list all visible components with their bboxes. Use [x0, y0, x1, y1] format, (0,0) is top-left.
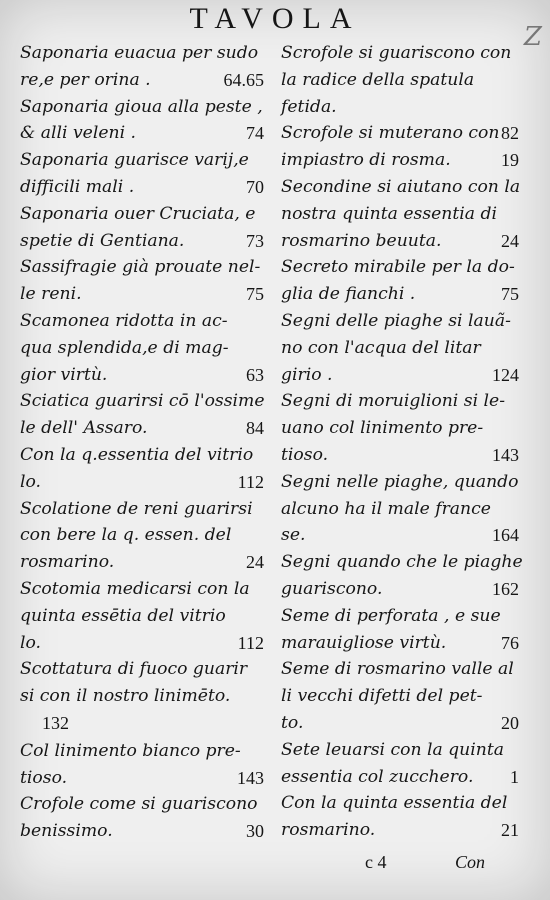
- entry-line: [20, 791, 268, 818]
- entry-line: [20, 683, 268, 710]
- index-entry: [281, 254, 523, 308]
- entry-line: [20, 67, 268, 94]
- entry-text: rosmarino.: [281, 820, 376, 841]
- entry-text: girio .: [281, 364, 333, 385]
- index-entry: [281, 656, 523, 736]
- entry-line: [20, 442, 268, 469]
- page-number: 63: [246, 364, 264, 385]
- entry-line: [20, 362, 268, 389]
- entry-line: [281, 549, 523, 576]
- entry-text: no con l'acqua del litar: [281, 337, 481, 358]
- entry-line: [20, 549, 268, 576]
- entry-line: [281, 201, 523, 228]
- index-entry: [20, 738, 268, 792]
- entry-text: tioso.: [20, 767, 68, 788]
- entry-text: se.: [281, 525, 306, 546]
- entry-text: Segni quando che le piaghe: [281, 552, 523, 573]
- entry-text: guariscono.: [281, 578, 383, 599]
- entry-text: nostra quinta essentia di: [281, 203, 497, 224]
- entry-text: Secondine si aiutano con la: [281, 176, 521, 197]
- index-entry: [281, 469, 523, 549]
- entry-text: Col linimento bianco pre-: [20, 740, 241, 761]
- entry-line: [20, 254, 268, 281]
- page-number: 64.65: [223, 69, 264, 90]
- page-number: 21: [501, 820, 519, 841]
- page-number: 19: [501, 150, 519, 171]
- entry-text: Sete leuarsi con la quinta: [281, 739, 504, 760]
- page-number: 76: [501, 632, 519, 653]
- page-number: 70: [246, 176, 264, 197]
- entry-text: Seme di rosmarino valle al: [281, 659, 514, 680]
- entry-text: Segni delle piaghe si lauã-: [281, 310, 511, 331]
- entry-line: [20, 765, 268, 792]
- page-number: 143: [237, 767, 264, 788]
- entry-text: spetie di Gentiana.: [20, 230, 185, 251]
- entry-line: [281, 603, 523, 630]
- index-entry: [20, 254, 268, 308]
- entry-line: [20, 415, 268, 442]
- entry-line: [281, 630, 523, 657]
- entry-text: essentia col zucchero.: [281, 766, 474, 787]
- entry-text: marauigliose virtù.: [281, 632, 447, 653]
- page-number: 30: [246, 821, 264, 842]
- entry-line: [20, 656, 268, 683]
- entry-text: Scotomia medicarsi con la: [20, 578, 250, 599]
- entry-text: qua splendida,e di mag-: [20, 337, 229, 358]
- page-number: 24: [246, 552, 264, 573]
- entry-text: Secreto mirabile per la do-: [281, 257, 515, 278]
- entry-line: [281, 362, 523, 389]
- entry-line: [281, 683, 523, 710]
- entry-line: [20, 281, 268, 308]
- entry-line: [20, 228, 268, 255]
- page-number: 75: [246, 284, 264, 305]
- entry-text: gior virtù.: [20, 364, 108, 385]
- entry-line: [20, 40, 268, 67]
- entry-text: difficili mali .: [20, 176, 135, 197]
- index-entry: [20, 40, 268, 94]
- entry-line: [20, 576, 268, 603]
- page-number: 1: [510, 766, 519, 787]
- entry-line: [281, 522, 523, 549]
- entry-line: [20, 522, 268, 549]
- entry-line: [20, 335, 268, 362]
- entry-text: fetida.: [281, 96, 337, 117]
- entry-text: alcuno ha il male france: [281, 498, 491, 519]
- index-entry: [281, 737, 523, 791]
- entry-line: [20, 174, 268, 201]
- entry-text: li vecchi difetti del pet-: [281, 686, 483, 707]
- page-number: 132: [42, 712, 69, 733]
- entry-line: [20, 469, 268, 496]
- entry-line: [281, 147, 523, 174]
- entry-line: [20, 94, 268, 121]
- entry-line: [281, 308, 523, 335]
- entry-line: [20, 710, 268, 738]
- entry-line: [281, 469, 523, 496]
- catchword: Con: [455, 852, 486, 872]
- entry-text: Crofole come si guariscono: [20, 794, 258, 815]
- entry-line: [281, 281, 523, 308]
- entry-line: [281, 496, 523, 523]
- entry-line: [281, 817, 523, 844]
- entry-line: [20, 496, 268, 523]
- page-number: 162: [492, 578, 519, 599]
- index-entry: [20, 791, 268, 845]
- entry-line: [281, 94, 523, 121]
- entry-text: Sassifragie già prouate nel-: [20, 257, 261, 278]
- entry-text: lo.: [20, 471, 42, 492]
- entry-text: glia de fianchi .: [281, 284, 416, 305]
- entry-line: [281, 764, 523, 791]
- entry-text: uano col linimento pre-: [281, 418, 484, 439]
- entry-line: [281, 710, 523, 737]
- index-column-left: [20, 40, 268, 845]
- entry-text: quinta essētia del vitrio: [20, 605, 226, 626]
- entry-text: tioso.: [281, 444, 329, 465]
- entry-text: si con il nostro linimēto.: [20, 686, 231, 707]
- entry-text: Sciatica guarirsi cō l'ossime: [20, 391, 265, 412]
- entry-text: impiastro di rosma.: [281, 150, 451, 171]
- index-entry: [281, 549, 523, 603]
- entry-text: re,e per orina .: [20, 69, 151, 90]
- entry-line: [281, 388, 523, 415]
- page-number: 24: [501, 230, 519, 251]
- page-number: 164: [492, 525, 519, 546]
- entry-line: [20, 630, 268, 657]
- entry-line: [281, 576, 523, 603]
- entry-text: le dell' Assaro.: [20, 418, 148, 439]
- entry-text: Saponaria gioua alla peste ,: [20, 96, 263, 117]
- entry-line: [20, 738, 268, 765]
- page-number: 84: [246, 418, 264, 439]
- index-entry: [20, 147, 268, 201]
- page-number: 124: [492, 364, 519, 385]
- entry-text: benissimo.: [20, 821, 113, 842]
- page-number: 112: [237, 632, 264, 653]
- index-entry: [281, 603, 523, 657]
- index-column-right: [281, 40, 523, 844]
- entry-text: to.: [281, 712, 304, 733]
- index-entry: [281, 790, 523, 844]
- entry-line: [20, 603, 268, 630]
- entry-text: la radice della spatula: [281, 69, 475, 90]
- page-number: 20: [501, 712, 519, 733]
- page-number: 112: [237, 471, 264, 492]
- entry-line: [281, 67, 523, 94]
- index-entry: [20, 496, 268, 576]
- entry-text: Con la q.essentia del vitrio: [20, 444, 254, 465]
- margin-mark: Z: [523, 22, 542, 52]
- entry-text: con bere la q. essen. del: [20, 525, 232, 546]
- entry-text: Saponaria euacua per sudo: [20, 43, 259, 63]
- page-number: 73: [246, 230, 264, 251]
- entry-text: Scottatura di fuoco guarir: [20, 659, 248, 680]
- entry-text: Scamonea ridotta in ac-: [20, 310, 228, 331]
- entry-line: [20, 147, 268, 174]
- page-number: 75: [501, 284, 519, 305]
- page-footer: [0, 852, 550, 882]
- entry-line: [20, 818, 268, 845]
- index-entry: [281, 388, 523, 468]
- entry-line: [281, 442, 523, 469]
- entry-line: [281, 174, 523, 201]
- index-entry: [20, 576, 268, 656]
- entry-text: & alli veleni .: [20, 123, 137, 144]
- entry-text: Scrofole si guariscono con: [281, 43, 512, 63]
- entry-line: [20, 388, 268, 415]
- index-entry: [20, 442, 268, 496]
- index-entry: [281, 174, 523, 254]
- page-title: TAVOLA: [189, 2, 361, 35]
- index-entry: [20, 308, 268, 388]
- entry-line: [20, 120, 268, 147]
- entry-line: [20, 308, 268, 335]
- index-entry: [281, 308, 523, 388]
- entry-text: Segni di moruiglioni si le-: [281, 391, 505, 412]
- entry-line: [281, 254, 523, 281]
- entry-text: Saponaria guarisce varij,e: [20, 150, 249, 171]
- index-entry: [281, 120, 523, 174]
- index-entry: [20, 388, 268, 442]
- entry-line: [281, 120, 523, 147]
- entry-text: Segni nelle piaghe, quando: [281, 471, 519, 492]
- entry-line: [281, 790, 523, 817]
- index-entry: [20, 656, 268, 737]
- page-number: 143: [492, 444, 519, 465]
- entry-text: le reni.: [20, 284, 82, 305]
- entry-line: [281, 335, 523, 362]
- entry-text: Saponaria ouer Cruciata, e: [20, 203, 256, 224]
- entry-line: [20, 201, 268, 228]
- entry-text: Seme di perforata , e sue: [281, 605, 501, 626]
- entry-text: lo.: [20, 632, 42, 653]
- entry-text: Con la quinta essentia del: [281, 793, 508, 814]
- entry-text: rosmarino beuuta.: [281, 230, 442, 251]
- entry-text: Scrofole si muterano con: [281, 123, 500, 144]
- entry-line: [281, 228, 523, 255]
- page-number: 74: [246, 123, 264, 144]
- index-entry: [20, 201, 268, 255]
- entry-text: Scolatione de reni guarirsi: [20, 498, 253, 519]
- index-entry: [20, 94, 268, 148]
- signature-mark: c 4: [365, 852, 387, 872]
- entry-line: [281, 656, 523, 683]
- entry-line: [281, 737, 523, 764]
- entry-line: [281, 40, 523, 67]
- entry-text: rosmarino.: [20, 552, 115, 573]
- entry-line: [281, 415, 523, 442]
- page-number: 82: [501, 123, 519, 144]
